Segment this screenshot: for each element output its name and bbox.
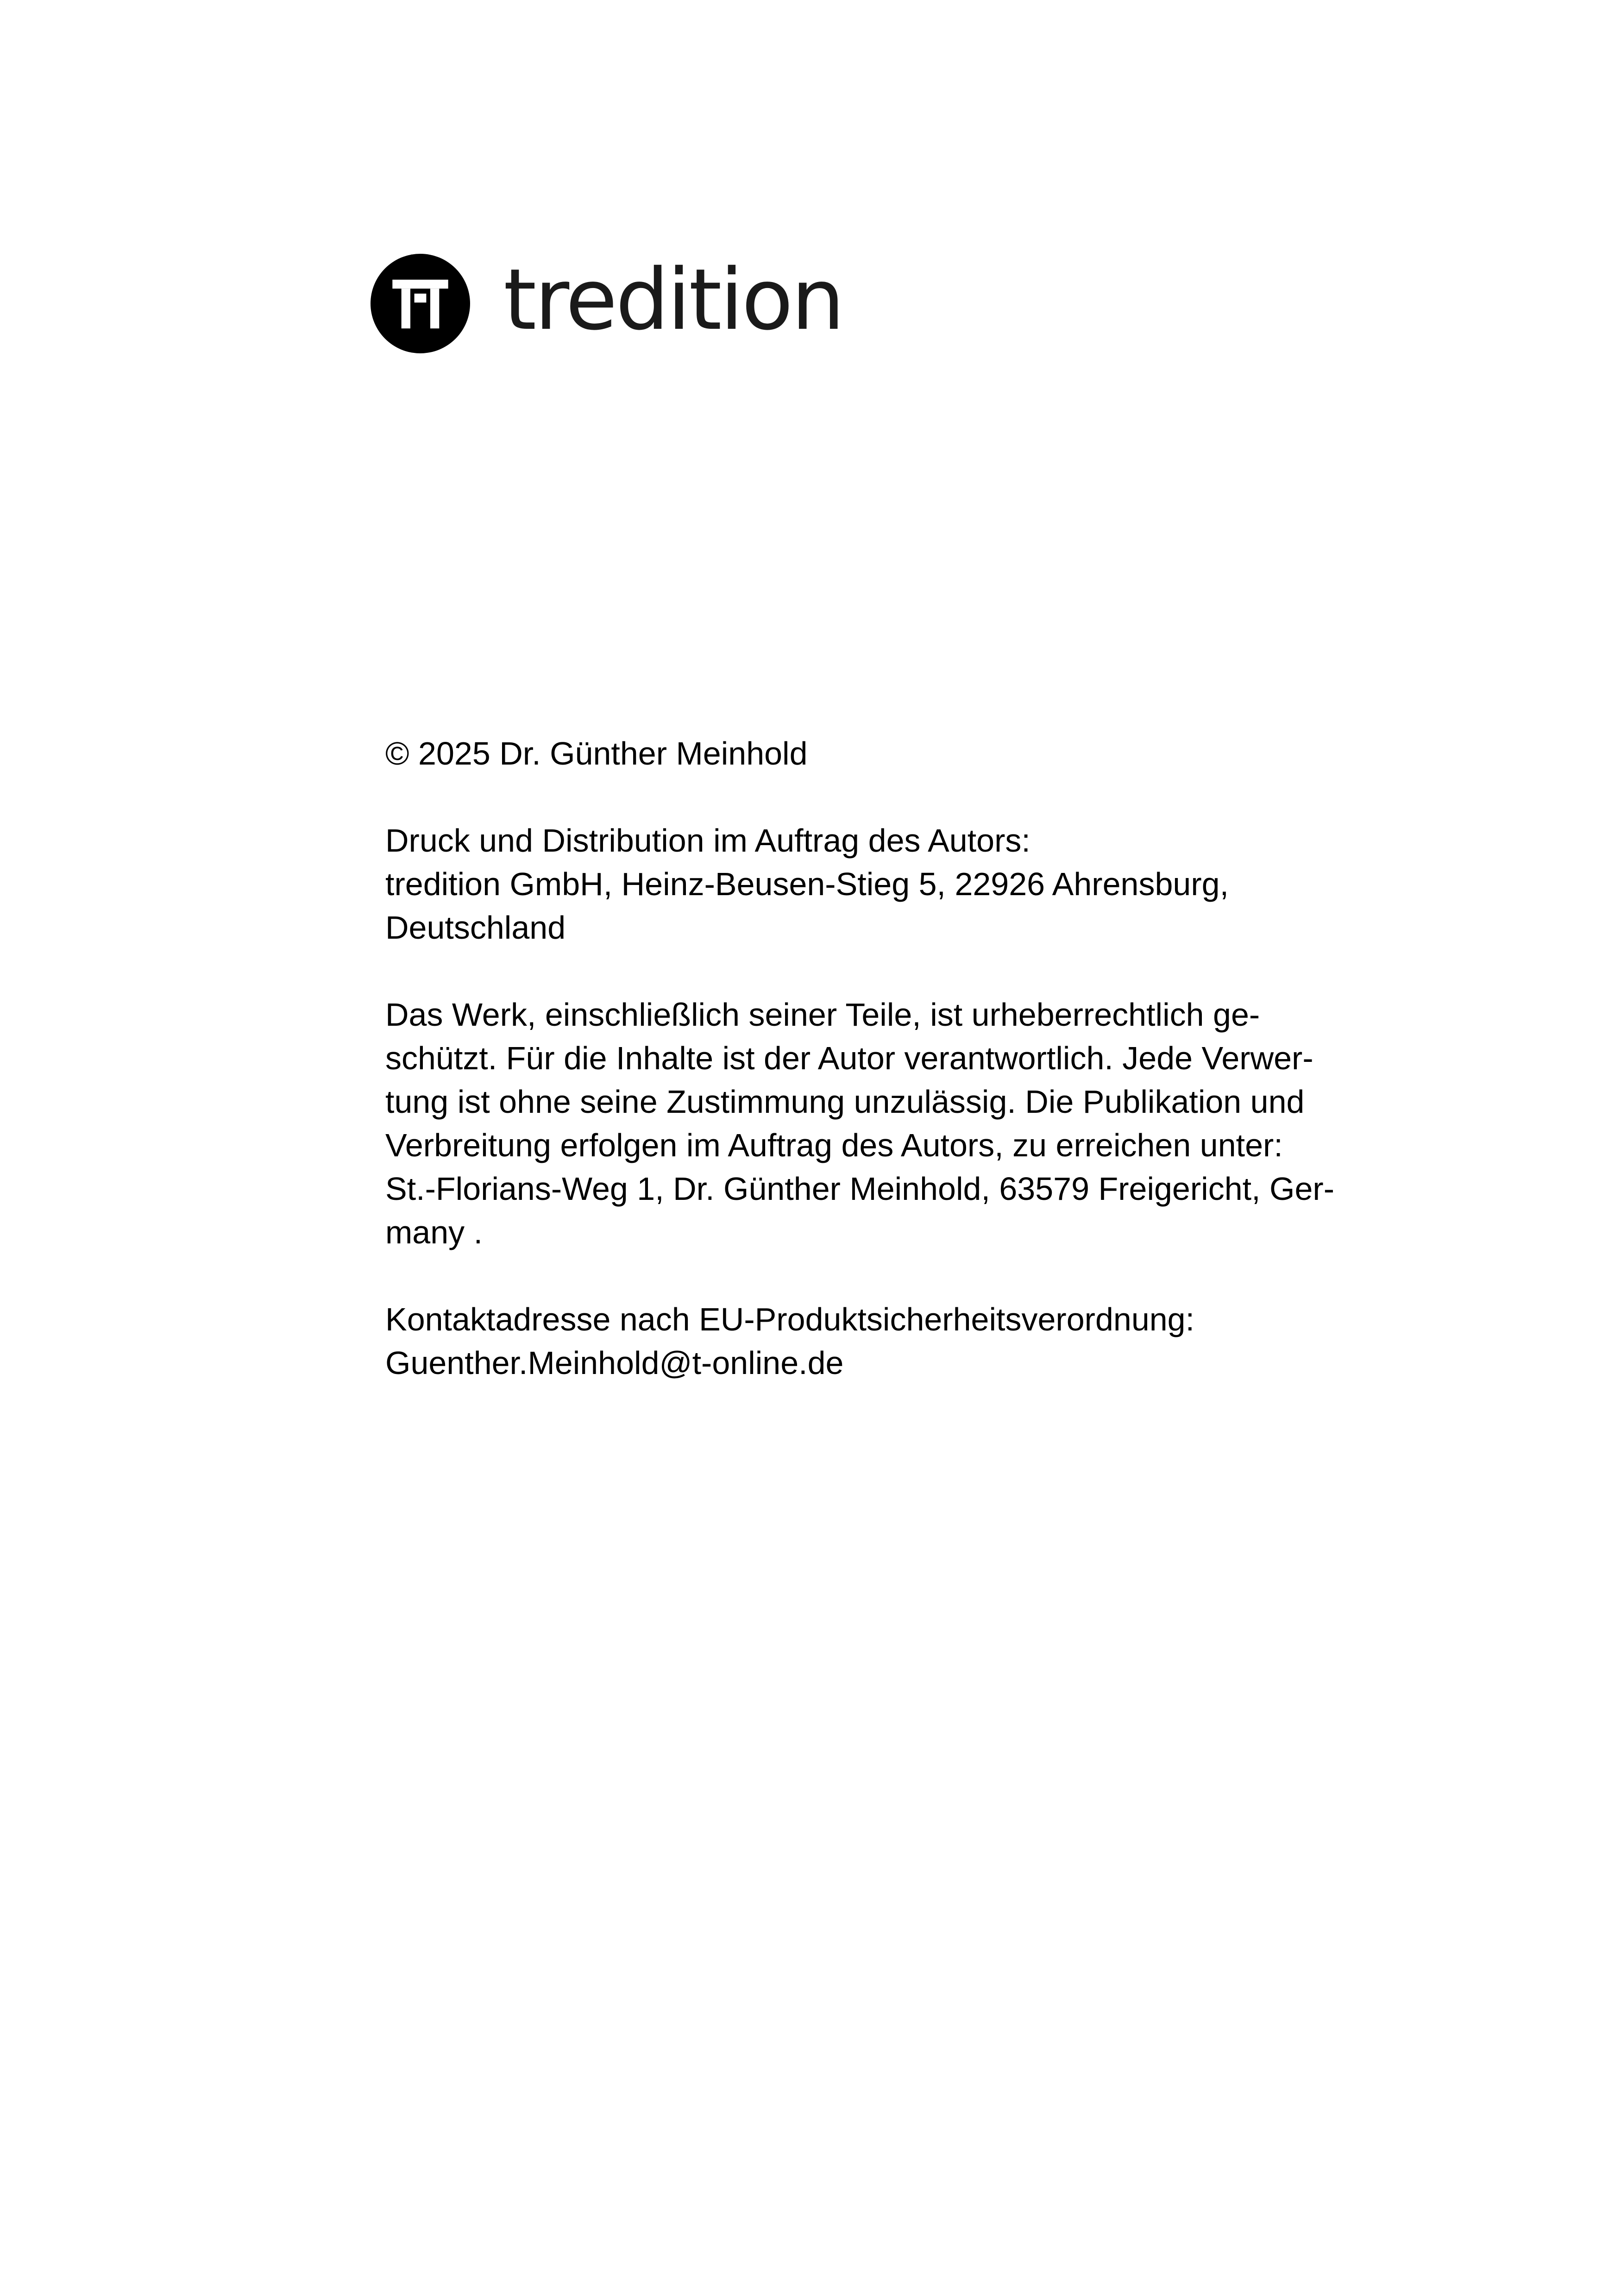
logo-wordmark: tredition (503, 251, 843, 349)
rights-line-5: St.-Florians-Weg 1, Dr. Günther Meinhold, 63579 Freigericht, Ger- (385, 1171, 1335, 1207)
printing-line-3: Deutschland (385, 910, 566, 946)
printing-line-1: Druck und Distribution im Auftrag des Autors: (385, 822, 1030, 859)
publisher-logo (371, 252, 843, 354)
rights-line-4: Verbreitung erfolgen im Auftrag des Autors, zu erreichen unter: (385, 1127, 1283, 1163)
contact-block (385, 1298, 1367, 1385)
contact-email: Guenther.Meinhold@t-online.de (385, 1345, 844, 1381)
printing-line-2: tredition GmbH, Heinz-Beusen-Stieg 5, 22926 Ahrensburg, (385, 866, 1229, 902)
rights-line-6: many . (385, 1214, 483, 1250)
rights-line-1: Das Werk, einschließlich seiner Teile, ist urheberrechtlich ge- (385, 997, 1260, 1033)
contact-line-1: Kontaktadresse nach EU-Produktsicherheitsverordnung: (385, 1301, 1195, 1337)
copyright-line: © 2025 Dr. Günther Meinhold (385, 735, 808, 772)
rights-block (385, 993, 1367, 1254)
tredition-logo-icon (371, 254, 470, 353)
imprint-text (385, 732, 1367, 1385)
rights-line-2: schützt. Für die Inhalte ist der Autor verantwortlich. Jede Verwer- (385, 1040, 1313, 1076)
printing-block (385, 819, 1367, 949)
rights-line-3: tung ist ohne seine Zustimmung unzulässig. Die Publikation und (385, 1084, 1305, 1120)
